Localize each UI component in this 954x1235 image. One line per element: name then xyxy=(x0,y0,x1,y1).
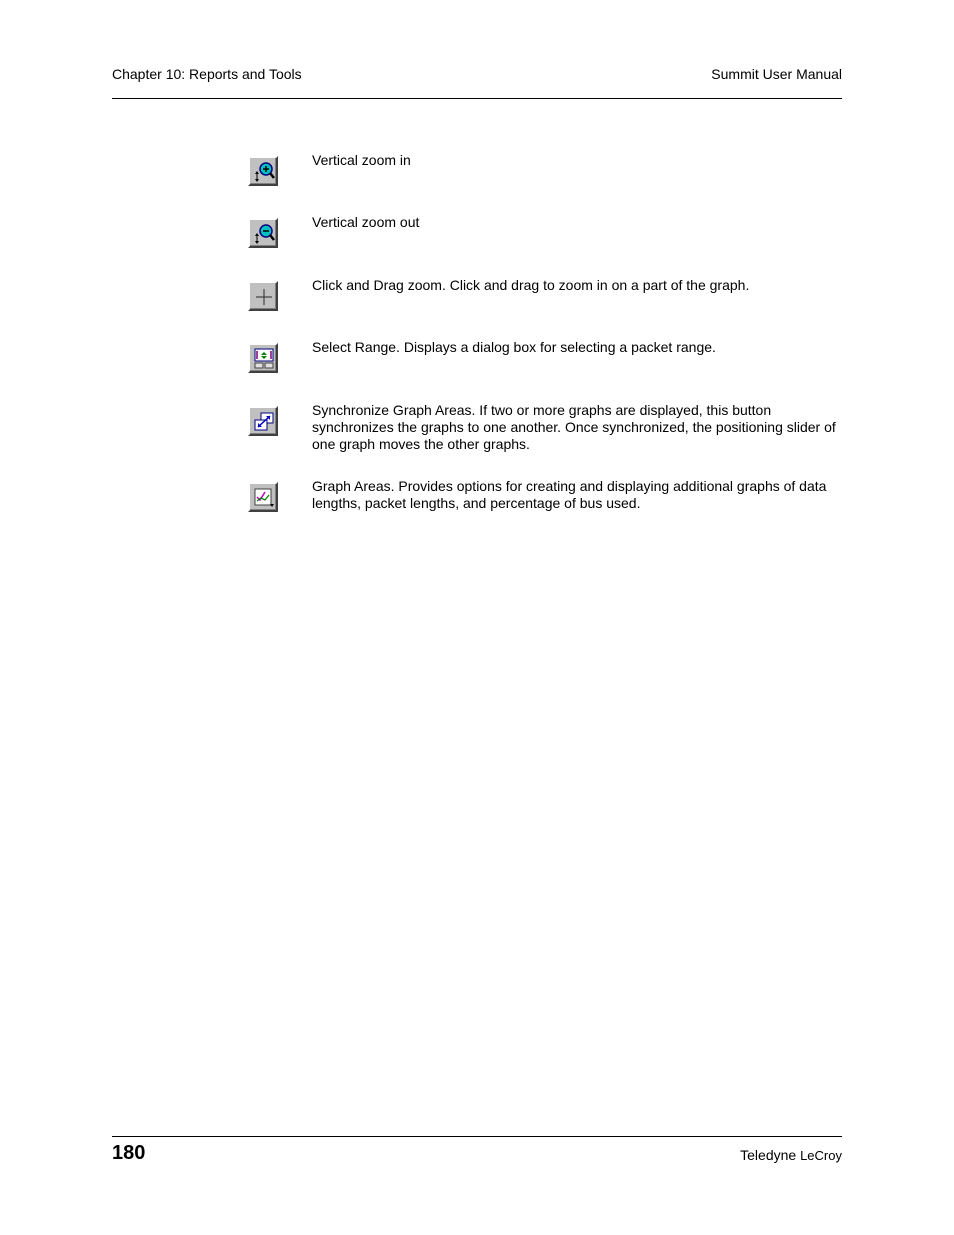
vertical-zoom-out-icon xyxy=(248,218,278,248)
item-description: Select Range. Displays a dialog box for selecting a packet range. xyxy=(312,339,716,355)
synchronize-graph-areas-icon xyxy=(248,406,278,436)
select-range-icon xyxy=(248,343,278,373)
brand-name: Teledyne xyxy=(740,1147,797,1163)
footer-brand xyxy=(740,1147,842,1163)
item-description: Vertical zoom out xyxy=(312,214,420,230)
chapter-title: Chapter 10: Reports and Tools xyxy=(112,66,302,82)
graph-areas-icon xyxy=(248,482,278,512)
item-description: Click and Drag zoom. Click and drag to zoom in on a part of the graph. xyxy=(312,277,750,293)
item-description: Synchronize Graph Areas. If two or more graphs are displayed, this button synchronizes the graphs to one another. Once synchronized, the positioning slider of one graph moves the other graphs. xyxy=(312,402,836,452)
page-number: 180 xyxy=(112,1142,146,1164)
manual-title: Summit User Manual xyxy=(711,66,842,82)
brand-suffix: LeCroy xyxy=(800,1148,842,1163)
header-divider xyxy=(112,98,842,99)
vertical-zoom-in-icon xyxy=(248,156,278,186)
click-drag-zoom-icon xyxy=(248,281,278,311)
item-description: Vertical zoom in xyxy=(312,152,411,168)
item-description: Graph Areas. Provides options for creating and displaying additional graphs of data lengths, packet lengths, and percentage of bus used. xyxy=(312,478,827,511)
footer-divider xyxy=(112,1136,842,1137)
